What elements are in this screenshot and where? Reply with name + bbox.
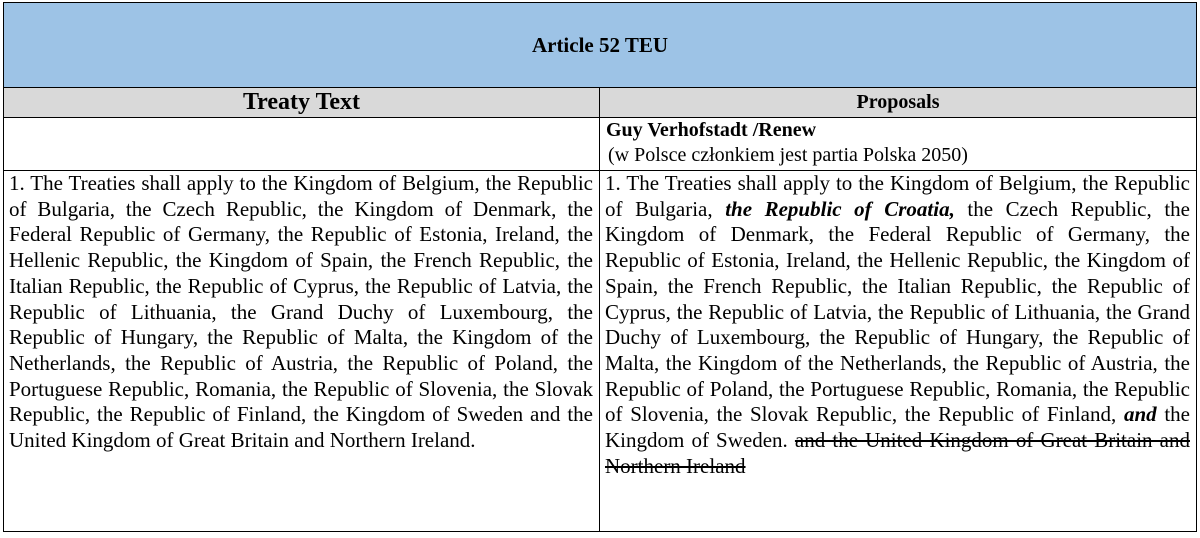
- proposals-header: Proposals: [600, 88, 1197, 118]
- proposal-author-cell: [600, 118, 1197, 171]
- treaty-text-cell: [4, 171, 600, 532]
- author-note: (w Polsce członkiem jest partia Polska 2050): [608, 144, 968, 166]
- proposal-text-part: 1. The Treaties shall apply to the Kingdom of Belgium, the Republic of Bulgaria,: [605, 171, 1190, 221]
- inserted-text: the Republic of Croatia,: [725, 196, 955, 221]
- content-row: [4, 171, 1197, 532]
- proposal-text-cell: [600, 171, 1197, 532]
- treaty-text-header: Treaty Text: [4, 88, 600, 118]
- deleted-text: and the United Kingdom of Great Britain and Northern Ireland: [605, 428, 1190, 478]
- proposal-text-paragraph: [605, 171, 1190, 479]
- proposal-text-part: the Czech Republic, the Kingdom of Denmark, the Federal Republic of Germany, the Republic of Estonia, Ireland, the Hellenic Republic, the Kingdom of Spain, the French Republic, the Italian Republic, the Republic of Cyprus, the Republic of Latvia, the Republic of Lithuania, the Grand Duchy of Luxembourg, the Republic of Hungary, the Republic of Malta, the Kingdom of the Netherlands, the Republic of Austria, the Republic of Poland, the Portuguese Republic, Romania, the Republic of Slovenia, the Slovak Republic, the Republic of Finland,: [605, 196, 1190, 427]
- title-row: [4, 3, 1197, 88]
- treaty-text-paragraph: 1. The Treaties shall apply to the Kingdom of Belgium, the Republic of Bulgaria, the Czech Republic, the Kingdom of Denmark, the Federal Republic of Germany, the Republic of Estonia, Ireland, the Hellenic Republic, the Kingdom of Spain, the French Republic, the Italian Republic, the Republic of Cyprus, the Republic of Latvia, the Republic of Lithuania, the Grand Duchy of Luxembourg, the Republic of Hungary, the Republic of Malta, the Kingdom of the Netherlands, the Republic of Austria, the Republic of Poland, the Portuguese Republic, Romania, the Republic of Slovenia, the Slovak Republic, the Republic of Finland, the Kingdom of Sweden and the United Kingdom of Great Britain and Northern Ireland.: [9, 171, 593, 453]
- article-title: Article 52 TEU: [4, 3, 1197, 88]
- proposal-text-part: the Kingdom of Sweden.: [605, 402, 1190, 453]
- comparison-table: [3, 2, 1197, 532]
- author-row: [4, 118, 1197, 171]
- author-name: Guy Verhofstadt /Renew: [606, 119, 817, 141]
- header-row: [4, 88, 1197, 118]
- inserted-text: and: [1123, 402, 1157, 427]
- empty-cell: [4, 118, 600, 171]
